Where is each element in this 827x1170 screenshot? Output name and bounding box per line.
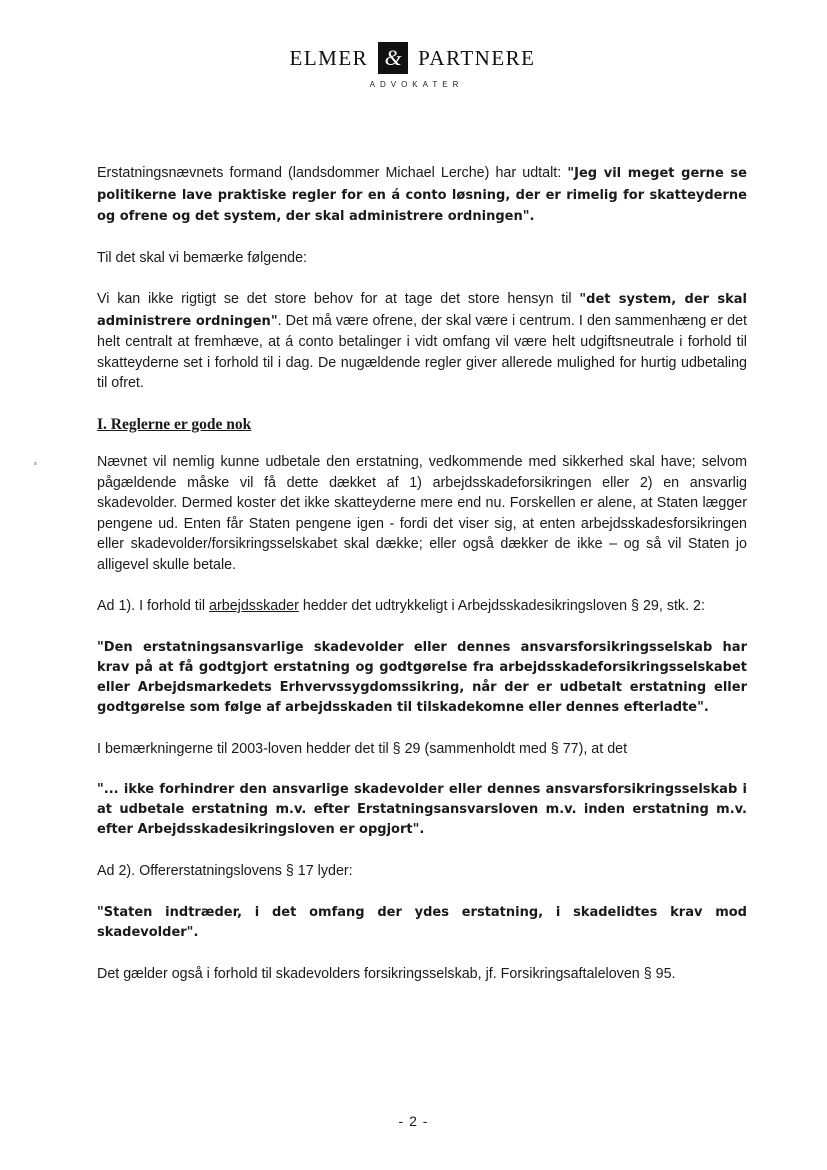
firm-name-right: PARTNERE [418, 45, 536, 70]
paragraph-2003-remarks: I bemærkningerne til 2003-loven hedder det til § 29 (sammenholdt med § 77), at det [97, 740, 628, 757]
paragraph-text: Vi kan ikke rigtigt se det store behov for at tage det store hensyn til [97, 291, 580, 307]
document-body [97, 163, 747, 984]
letterhead [0, 42, 827, 89]
paragraph-text: . Det må være ofrene, der skal være i centrum. I den sammenhæng er det helt centralt at fremhæve, at á conto betalinger i vidt omfang vil være helt udgiftsneutrale i forhold til skatteyderne set i forhold til i dag. De nugældende regler giver allerede mulighed for hurtig udbetaling til ofret. [97, 312, 747, 391]
paragraph-remark-intro: Til det skal vi bemærke følgende: [97, 249, 308, 266]
paragraph-work-injury [97, 596, 747, 617]
ampersand-logo-box: & [378, 42, 408, 74]
paragraph-intro-text: Erstatningsnævnets formand (landsdommer Michael Lerche) har udtalt: [97, 165, 568, 181]
paragraph-victim-compensation: Ad 2). Offererstatningslovens § 17 lyder: [97, 863, 353, 879]
paragraph-text: Ad 1). I forhold til [97, 598, 210, 614]
paragraph-board-payment: Nævnet vil nemlig kunne udbetale den erstatning, vedkommende med sikkerhed skal have; selvom pågældende måske vil få dette dækket af 1) arbejdsskadeforsikringen eller 2) en ansvarlig skadevolder. Dermed koster det ikke skatteyderne mere end nu. Forskellen er alene, at Staten lægger pengene ud. Enten får Staten pengene igen - fordi det viser sig, at enten arbejdsskadesforsikringen eller skadevolder/forsikringsselskabet skal dække; eller også dækker de ikke – og så vil Staten jo alligevel skulle betale. [97, 454, 747, 573]
system-quote: "det system, der skal administrere ordningen" [97, 292, 747, 329]
chairman-quote: "Jeg vil meget gerne se politikerne lave praktiske regler for en á conto løsning, der er rimelig for skatteyderne og ofrene og det system, der skal administrere ordningen". [97, 166, 747, 224]
section-heading: I. Reglerne er gode nok [97, 415, 252, 433]
paragraph-text: hedder det udtrykkeligt i Arbejdsskadesikringsloven § 29, stk. 2: [298, 598, 705, 614]
margin-mark: ˢ [34, 460, 37, 469]
page-number: - 2 - [398, 1113, 429, 1129]
statute-quote-2: "... ikke forhindrer den ansvarlige skadevolder eller dennes ansvarsforsikringsselskab i at udbetale erstatning m.v. efter Erstatningsansvarsloven m.v. inden erstatning m.v. efter Arbejdsskadesikringsloven er opgjort". [97, 782, 747, 837]
paragraph-system-concern [97, 289, 747, 394]
paragraph-insurance-note: Det gælder også i forhold til skadevolders forsikringsselskab, jf. Forsikringsaftaleloven § 95. [97, 965, 676, 982]
firm-name-left: ELMER [289, 45, 369, 70]
paragraph-chairman-statement [97, 163, 747, 228]
statute-quote-3: "Staten indtræder, i det omfang der ydes erstatning, i skadelidtes krav mod skadevolder". [97, 904, 747, 940]
statute-quote-1: "Den erstatningsansvarlige skadevolder eller dennes ansvarsforsikringsselskab har krav på at få godtgjort erstatning og godtgørelse fra arbejdsskadeforsikringsselskabet eller Arbejdsmarkedets Erhvervssygdomssikring, når der er udbetalt erstatning eller godtgørelse som følge af arbejdsskaden til tilskadekomne eller dennes efterladte". [97, 639, 747, 715]
firm-subtitle: ADVOKATER [369, 80, 464, 89]
firm-logo [0, 42, 827, 74]
underlined-term: arbejdsskader [209, 598, 299, 614]
